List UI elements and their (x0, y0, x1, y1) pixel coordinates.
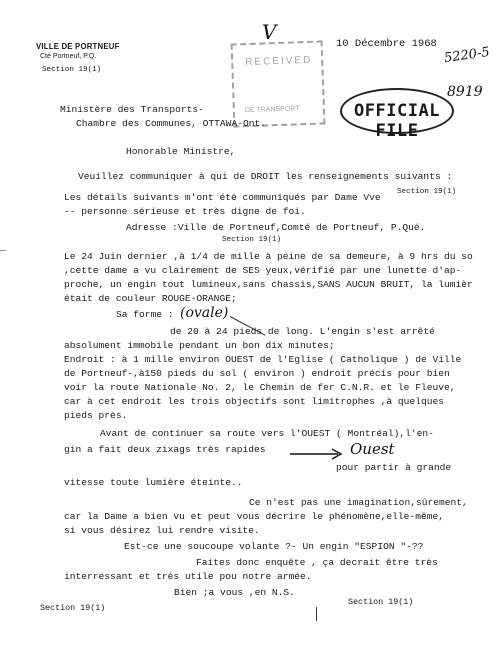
handwritten-check-mark: V (262, 20, 277, 44)
body-line-10: voir la route Nationale No. 2, le Chemin de fer C.N.R. et le Fleuve, (64, 382, 456, 393)
handwritten-ouest: Ouest (350, 440, 395, 458)
paragraph-informant-cont: -- personne sérieuse et très digne de foi. (64, 206, 306, 217)
body-line-14: gin a fait deux zixags très rapides (64, 444, 266, 455)
body-line-22: interressant et très utile pou notre armée. (64, 571, 312, 582)
handwritten-file-number: 5220-5 (443, 44, 491, 67)
body-line-3: proche, un engin tout lumineux,sans chassis,SANS AUCUN BRUIT, la lumièr (64, 279, 473, 290)
section-label-bottom-left: Section 19(1) (40, 603, 106, 613)
body-line-7: absolument immobile pendant un bon dix minutes; (64, 340, 335, 351)
body-line-17: Ce n'est pas une imagination,sûrement, (249, 497, 468, 508)
address-line: Adresse :Ville de Portneuf,Comté de Portneuf, P.Qué. (126, 222, 426, 233)
signature-mark (316, 607, 317, 621)
closing-line: Bien ;a vous ,en N.S. (174, 587, 295, 598)
body-line-12: pieds près. (64, 410, 128, 421)
handwritten-shape-oval: (ovale) (180, 305, 229, 321)
received-stamp-dept: DE TRANSPORT (244, 105, 300, 115)
paragraph-informant: Les détails suivants m'ont été communiqués par Dame Vve (64, 192, 381, 203)
body-line-2: ,cette dame a vu clairement de SES yeux,vérifié par une lunette d'ap- (64, 265, 462, 276)
section-label-inline-2: Section 19(1) (222, 236, 282, 244)
salutation: Honorable Ministre, (126, 146, 236, 157)
letterhead-sub: Cté Portneuf, P.Q. (40, 53, 97, 60)
body-line-4: était de couleur ROUGE-ORANGE; (64, 293, 237, 304)
received-stamp-text: RECEIVED (245, 54, 313, 69)
body-line-15: pour partir à grande (336, 462, 452, 473)
addressee-line-1: Ministère des Transports- (60, 104, 204, 115)
addressee-line-2: Chambre des Communes, OTTAWA-Ont. (76, 118, 266, 129)
body-line-21: Faites donc enquête , ça decrait être très (196, 557, 438, 568)
received-stamp (231, 40, 326, 127)
letter-date: 10 Décembre 1968 (336, 38, 437, 50)
body-line-6: de 20 à 24 pieds de long. L'engin s'est arrêté (170, 326, 435, 337)
section-label-inline-1: Section 19(1) (397, 188, 457, 196)
body-line-19: si vous désirez lui rendre visite. (64, 525, 260, 536)
letterhead-org: VILLE DE PORTNEUF (36, 42, 120, 51)
body-shape-label: Sa forme : (116, 309, 174, 320)
official-file-stamp-text: OFFICIAL FILE (354, 101, 440, 141)
body-line-18: car la Dame a bien vu et peut vous décrire le phénomène,elle-même, (64, 511, 444, 522)
body-line-8: Endroit : à 1 mille environ OUEST de l'Eglise ( Catholique ) de Ville (64, 354, 462, 365)
body-line-13: Avant de continuer sa route vers l'OUEST ( Montréal),l'en- (100, 428, 434, 439)
handwritten-arrow-icon (288, 446, 344, 460)
body-line-9: de Portneuf-,à150 pieds du sol ( environ ) endroit précis pour bien (64, 368, 450, 379)
margin-mark (0, 250, 6, 251)
official-file-stamp (340, 88, 454, 141)
body-line-16: vitesse toute lumière éteinte.. (64, 477, 243, 488)
body-line-11: car à cet endroit les trois objectifs sont limitrophes ,à quelques (64, 396, 444, 407)
paragraph-request: Veuillez communiquer à qui de DROIT les renseignements suivants : (78, 171, 453, 182)
section-label-bottom-right: Section 19(1) (348, 597, 414, 607)
body-line-20: Est-ce une soucoupe volante ?- Un engin "ESPION "-?? (124, 541, 424, 552)
body-line-1: Le 24 Juin dernier ,à 1/4 de mille à peine de sa demeure, à 9 hrs du so (64, 251, 473, 262)
handwritten-reference: 8919 (447, 84, 483, 100)
section-label-top: Section 19(1) (42, 66, 102, 74)
